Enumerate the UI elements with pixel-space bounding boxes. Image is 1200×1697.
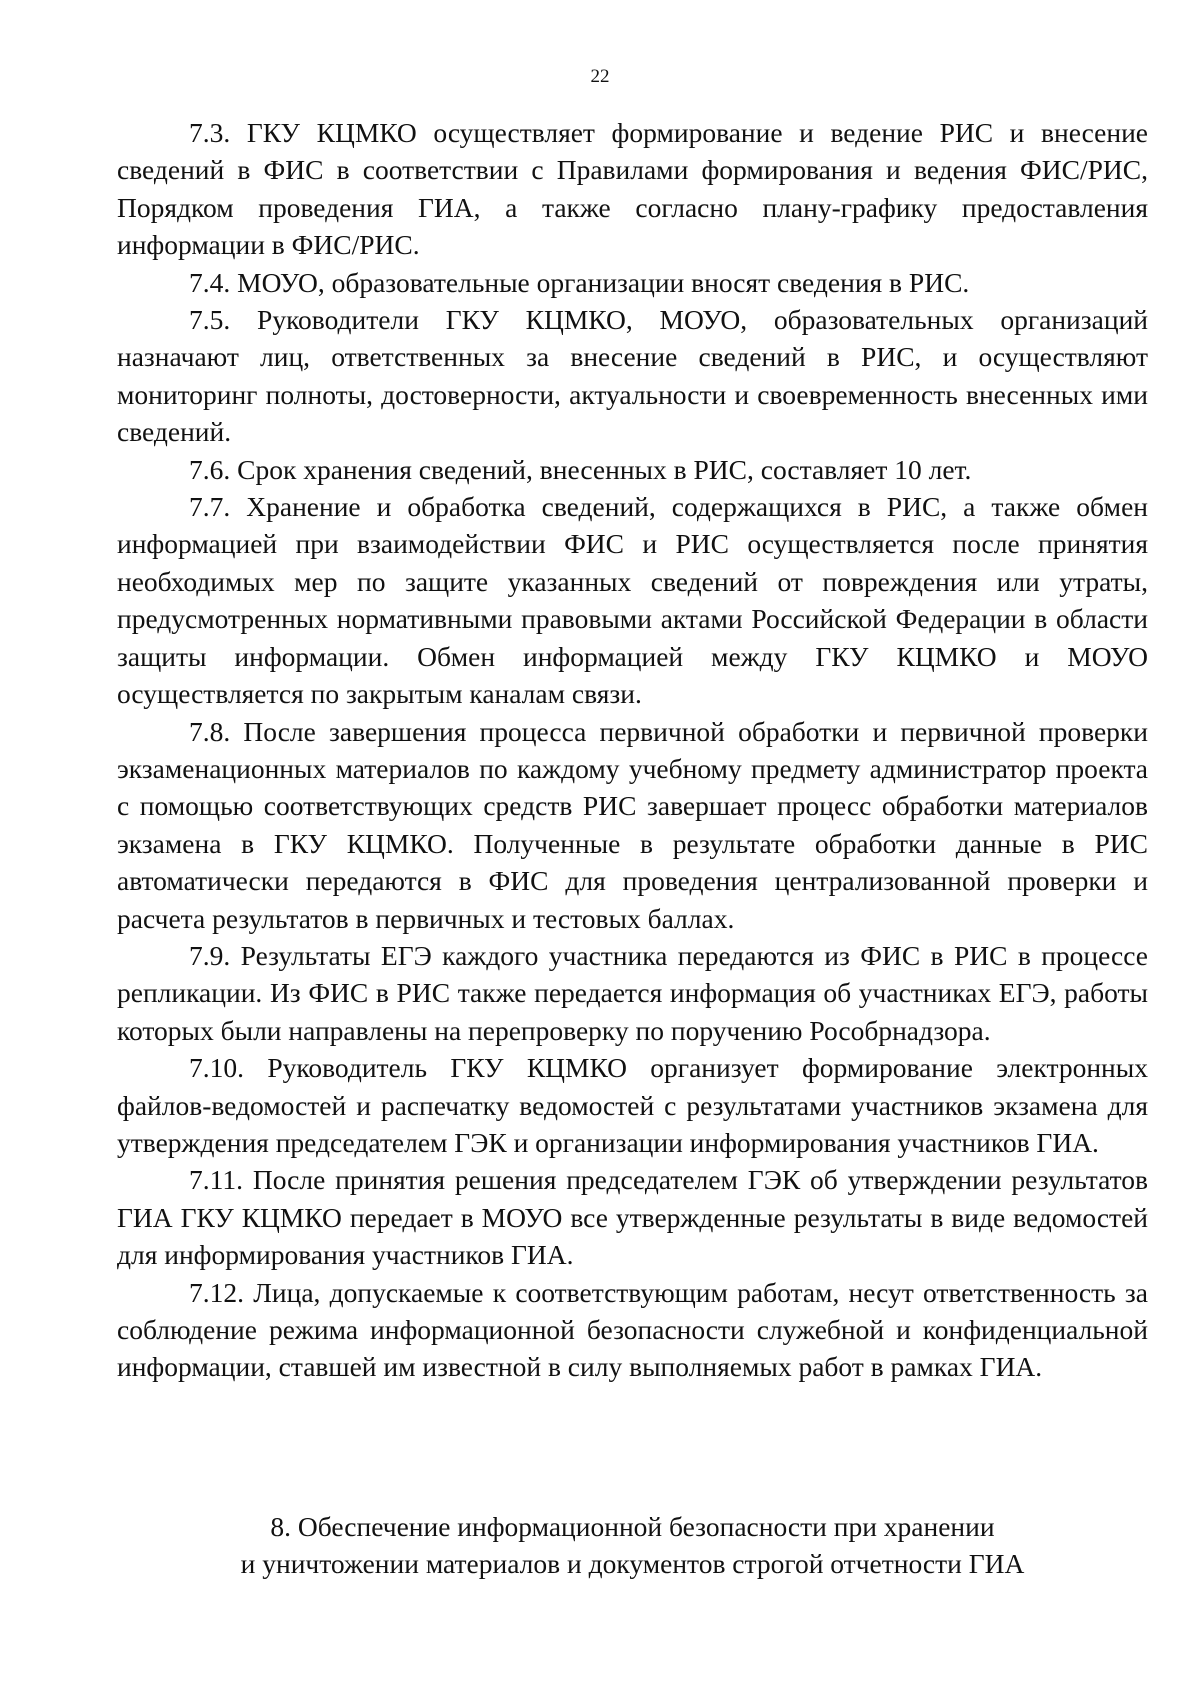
body-text [117, 114, 1148, 1386]
section-heading-line-2: и уничтожении материалов и документов строгой отчетности ГИА [240, 1548, 1025, 1580]
paragraph-7-9: 7.9. Результаты ЕГЭ каждого участника передаются из ФИС в РИС в процессе репликации. Из ФИС в РИС также передается информация об участниках ЕГЭ, работы которых были направлены на перепроверку по поручению Рособрнадзора. [117, 939, 1148, 1046]
section-heading [117, 1508, 1148, 1583]
paragraph-7-11: 7.11. После принятия решения председателем ГЭК об утверждении результатов ГИА ГКУ КЦМКО передает в МОУО все утвержденные результаты в виде ведомостей для информирования участников ГИА. [117, 1164, 1148, 1271]
paragraph-7-7: 7.7. Хранение и обработка сведений, содержащихся в РИС, а также обмен информацией при взаимодействии ФИС и РИС осуществляется после принятия необходимых мер по защите указанных сведений от повреждения или утраты, предусмотренных нормативными правовыми актами Российской Федерации в области защиты информации. Обмен информацией между ГКУ КЦМКО и МОУО осуществляется по закрытым каналам связи. [117, 491, 1148, 710]
paragraph-7-5: 7.5. Руководители ГКУ КЦМКО, МОУО, образовательных организаций назначают лиц, ответственных за внесение сведений в РИС, и осуществляют мониторинг полноты, достоверности, актуальности и своевременность внесенных ими сведений. [117, 304, 1148, 448]
paragraph-7-4: 7.4. МОУО, образовательные организации вносят сведения в РИС. [189, 266, 970, 298]
paragraph-7-10: 7.10. Руководитель ГКУ КЦМКО организует формирование электронных файлов-ведомостей и распечатку ведомостей с результатами участников экзамена для утверждения председателем ГЭК и организации информирования участников ГИА. [117, 1052, 1148, 1158]
paragraph-7-12: 7.12. Лица, допускаемые к соответствующим работам, несут ответственность за соблюдение режима информационной безопасности служебной и конфиденциальной информации, ставшей им известной в силу выполняемых работ в рамках ГИА. [117, 1276, 1148, 1383]
section-heading-line-1: 8. Обеспечение информационной безопасности при хранении [270, 1511, 995, 1542]
paragraph-7-8: 7.8. После завершения процесса первичной обработки и первичной проверки экзаменационных материалов по каждому учебному предмету администратор проекта с помощью соответствующих средств РИС завершает процесс обработки материалов экзамена в ГКУ КЦМКО. Полученные в результате обработки данные в РИС автоматически передаются в ФИС для проведения централизованной проверки и расчета результатов в первичных и тестовых баллах. [117, 715, 1148, 934]
paragraph-7-3: 7.3. ГКУ КЦМКО осуществляет формирование и ведение РИС и внесение сведений в ФИС в соответствии с Правилами формирования и ведения ФИС/РИС, Порядком проведения ГИА, а также согласно плану-графику предоставления информации в ФИС/РИС. [117, 117, 1148, 261]
paragraph-7-6: 7.6. Срок хранения сведений, внесенных в РИС, составляет 10 лет. [189, 453, 972, 485]
page-number: 22 [590, 66, 610, 87]
